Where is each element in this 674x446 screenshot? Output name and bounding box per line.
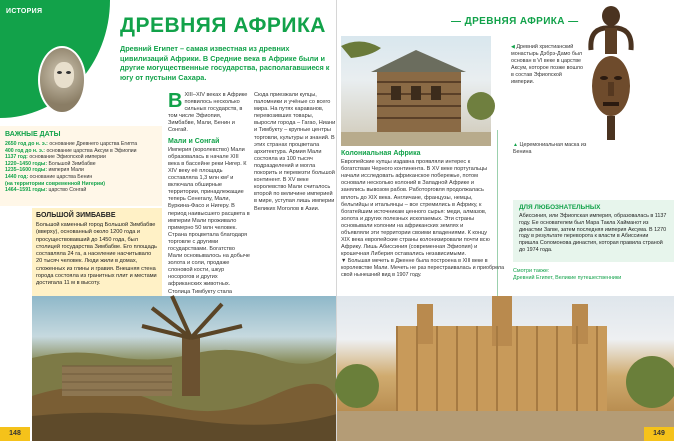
see-also: [513, 268, 674, 282]
statue-face: [54, 62, 74, 88]
important-dates-box: [0, 126, 162, 206]
date-item: 1464–1591 годы: царство Сонгай: [5, 187, 87, 194]
intro-text: Древний Египет – самая известная из древних цивилизаций Африки. В Средние века в Африке были и другие могущественные государства, располагавшиеся к югу от пустыни Сахара.: [120, 44, 330, 82]
monastery-illustration: [341, 36, 491, 146]
date-item: 2650 год до н. э.: основание Древнего царства Египта: [5, 141, 138, 147]
statue-photo: [38, 46, 86, 114]
mosque-caption: ▼ Большая мечеть в Дженне была построена в XIII веке в королевстве Мали. Мечеть не раз перестраивалась и приобрела свой нынешний вид в 1907 году.: [341, 258, 505, 278]
lead-text: XIII–XIV веках в Африке появилось несколько сильных государств, в том числе Эфиопия, Зимбабве, Мали, Бенин и Сонгай.: [168, 92, 248, 134]
colonial-section: [341, 150, 491, 258]
text-column-1: [168, 92, 250, 296]
benin-mask-photo: [585, 4, 637, 140]
pointer-left-icon: ◀: [511, 44, 515, 50]
fact-box: [513, 200, 674, 262]
page-number-left: 148: [0, 427, 30, 441]
mask-caption: ▲ Церемониальная маска из Бенина: [513, 142, 587, 155]
see-also-links[interactable]: Древний Египет, Великие путешественники: [513, 275, 622, 281]
zimbabwe-text: Большой каменный город Большой Зимбабве (вверху), основанный около 1200 года и просуществовавший до 1450 года, был столицей государства Зимбабве. Его площадь составляла 24 га, а население насчитывало 20 тысяч человек. Люди жили в домах, сложенных из глины и гравия. Внешняя стена города состояла из гранитных плит и местами достигала 11 м в высоту.: [36, 222, 157, 287]
page-number-right: 149: [644, 427, 674, 441]
see-also-label: Смотри также:: [513, 268, 550, 274]
monastery-photo: [341, 36, 491, 146]
fact-title: ДЛЯ ЛЮБОЗНАТЕЛЬНЫХ: [519, 204, 601, 211]
date-item: 1440 год: основание царства Бенин: [5, 173, 93, 180]
mosque-illustration: [337, 296, 674, 441]
baobab-illustration: [32, 296, 337, 441]
date-item: 1137 год: основание Эфиопской империи: [5, 154, 106, 161]
dropcap: В: [168, 90, 183, 112]
dates-title: ВАЖНЫЕ ДАТЫ: [5, 131, 61, 138]
mask-illustration: [585, 4, 637, 140]
date-item: (на территории современной Нигерии): [5, 180, 106, 187]
page-title: ДРЕВНЯЯ АФРИКА: [120, 14, 326, 37]
pointer-up-icon: ▲: [513, 142, 518, 148]
running-header: — ДРЕВНЯЯ АФРИКА —: [451, 16, 579, 27]
section-label: ИСТОРИЯ: [6, 8, 43, 15]
mali-text: Империя (королевство) Мали образовалась в начале XIII века в бассейне реки Нигер. К XIV веку её площадь составляла 1,3 млн км² и включала обширные территории, принадлежащие теперь Сенегалу, Мали, Буркина-Фасо и Нигеру. В период наивысшего расцвета в империи Мали проживало примерно 50 млн человек. Страна процветала благодаря торговле с другими государствами. Богатство Мали основывалось на добыче золота и соли, продаже слоновой кости, шкур носорогов и других африканских животных. Столица Тимбукту стала: [168, 146, 250, 295]
pointer-down-icon: ▼: [341, 258, 347, 264]
left-page: [0, 0, 337, 441]
monastery-caption: ◀ Древний христианский монастырь Дэбрэ-Дамо был основан в VI веке в царстве Аксум, которое позже вошло в состав Эфиопской империи.: [511, 44, 584, 85]
mali-text-continued: Сюда приезжали купцы, паломники и учёные со всего мира. На путях караванов, перевозивших товары, выросли города – Гагао, Ниани и Тимбукту – крупные центры торговли, культуры и знаний. В этих странах процветала архитектура. Армия Мали состояла из 100 тысяч подразделений и могла покорить и перевезти большой континент. В XV веке королевство Мали считалось второй по величине империей в мире, уступая лишь империи Великих Моголов в Азии.: [254, 92, 336, 212]
zimbabwe-box: [32, 208, 162, 296]
text-column-2: [254, 92, 336, 296]
zimbabwe-title: БОЛЬШОЙ ЗИМБАБВЕ: [36, 212, 116, 219]
date-item: 400 год до н. э.: основание царства Аксум в Эфиопии: [5, 147, 137, 154]
date-item: 1220–1450 годы: Большой Зимбабве: [5, 160, 96, 167]
colonial-text: Европейские купцы издавна проявляли интерес к богатствам Черного континента. В XV веке португальцы начали исследовать африканское побережье, потом основали несколько колоний в Западной Африке и занялись вывозом рабов. Работорговля продолжалась вплоть до XIX века. Англичане, французы, немцы, бельгийцы и итальянцы – все стремились в Африку, к богатейшим источникам ценного сырья: меди, алмазов, золота и других полезных ископаемых. Эти страны основывали колонии на африканских землях и объявляли эти территории своими владениями. К концу XIX века европейские страны колонизировали почти всю Африку. Лишь Абиссиния (современная Эфиопия) и крошечная Либерия оставались независимыми.: [341, 159, 490, 258]
right-page: [337, 0, 674, 441]
baobab-ruins-photo: [32, 296, 337, 441]
colonial-title: Колониальная Африка: [341, 150, 421, 157]
divider-line: [497, 130, 498, 320]
djenne-mosque-photo: [337, 296, 674, 441]
date-item: 1235–1600 годы: империя Мали: [5, 167, 84, 174]
fact-text: Абиссиния, или Эфиопская империя, образовалась в 1137 году. Ее основателем был Мара Такла Хайманот из династии Загве, затем последняя империя Аксума. В 1270 году в результате переворота к власти в Абиссинии пришла Соломонова династия, которая правила страной до 1974 года.: [519, 213, 667, 253]
subhead-mali: Мали и Сонгай: [168, 137, 220, 145]
